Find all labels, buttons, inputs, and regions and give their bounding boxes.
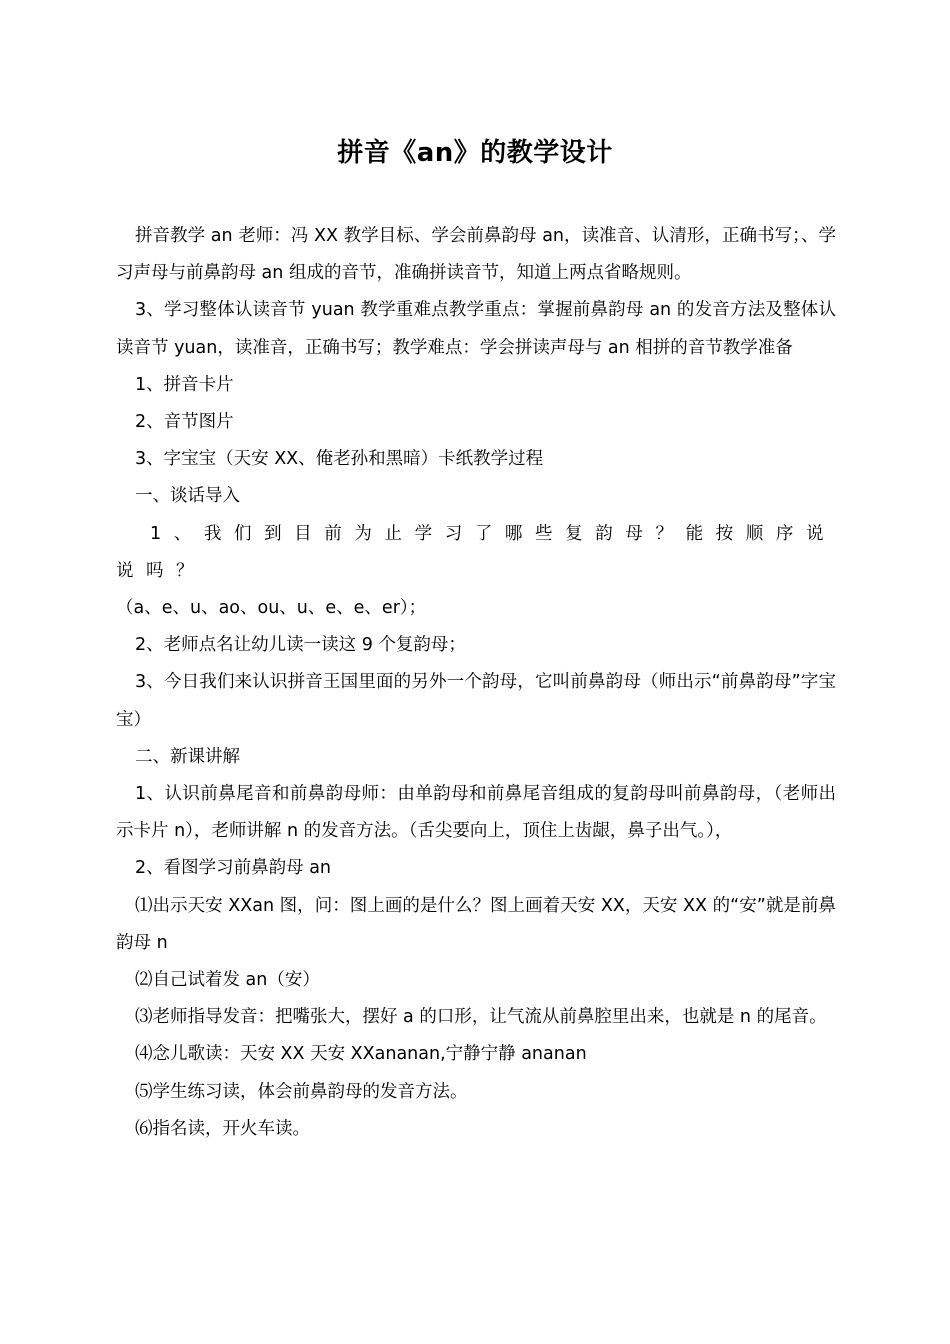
paragraph-prep-3: 3、字宝宝（天安 XX、俺老孙和黑暗）卡纸教学过程: [135, 449, 544, 470]
paragraph-prep-1: 1、拼音卡片: [135, 374, 234, 395]
paragraph-intro-question: 1、我们到目前为止学习了哪些复韵母？能按顺序说说吗？: [116, 523, 836, 581]
paragraph-step-3: ⑶老师指导发音：把嘴张大，摆好 a 的口形，让气流从前鼻腔里出来，也就是 n 的尾音。: [135, 1007, 827, 1028]
paragraph-objectives: 拼音教学 an 老师：冯 XX 教学目标、学会前鼻韵母 an，读准音、认清形，正确书写；、学习声母与前鼻韵母 an 组成的音节，准确拼读音节，知道上两点省略规则。: [116, 226, 836, 284]
paragraph-key-points: 3、学习整体认读音节 yuan 教学重难点教学重点：掌握前鼻韵母 an 的发音方法及整体认读音节 yuan，读准音，正确书写；教学难点：学会拼读声母与 an 相拼的音节教学准备: [116, 300, 836, 358]
paragraph-intro-2: 2、老师点名让幼儿读一读这 9 个复韵母；: [135, 635, 466, 656]
paragraph-step-1: ⑴出示天安 XXan 图，问：图上画的是什么？图上画着天安 XX，天安 XX 的“安”就是前鼻韵母 n: [116, 895, 836, 953]
paragraph-lesson-1: 1、认识前鼻尾音和前鼻韵母师：由单韵母和前鼻尾音组成的复韵母叫前鼻韵母，（老师出示卡片 n），老师讲解 n 的发音方法。（舌尖要向上，顶住上齿龈，鼻子出气。），: [116, 784, 836, 842]
paragraph-step-2: ⑵自己试着发 an（安）: [135, 970, 320, 991]
paragraph-intro-answer: （a、e、u、ao、ou、u、e、e、er）；: [116, 598, 427, 619]
paragraph-lesson-2: 2、看图学习前鼻韵母 an: [135, 858, 332, 879]
document-body: [116, 218, 836, 1148]
paragraph-step-6: ⑹指名读，开火车读。: [135, 1118, 310, 1139]
paragraph-step-5: ⑸学生练习读，体会前鼻韵母的发音方法。: [135, 1081, 468, 1102]
paragraph-intro-3: 3、今日我们来认识拼音王国里面的另外一个韵母，它叫前鼻韵母（师出示“前鼻韵母”字宝宝）: [116, 672, 836, 730]
document-title: 拼音《an》的教学设计: [337, 138, 613, 168]
section-heading-new-lesson: 二、新课讲解: [135, 746, 240, 767]
section-heading-intro: 一、谈话导入: [135, 486, 240, 507]
paragraph-step-4: ⑷念儿歌读：天安 XX 天安 XXananan,宁静宁静 ananan: [135, 1044, 587, 1065]
paragraph-prep-2: 2、音节图片: [135, 412, 234, 433]
